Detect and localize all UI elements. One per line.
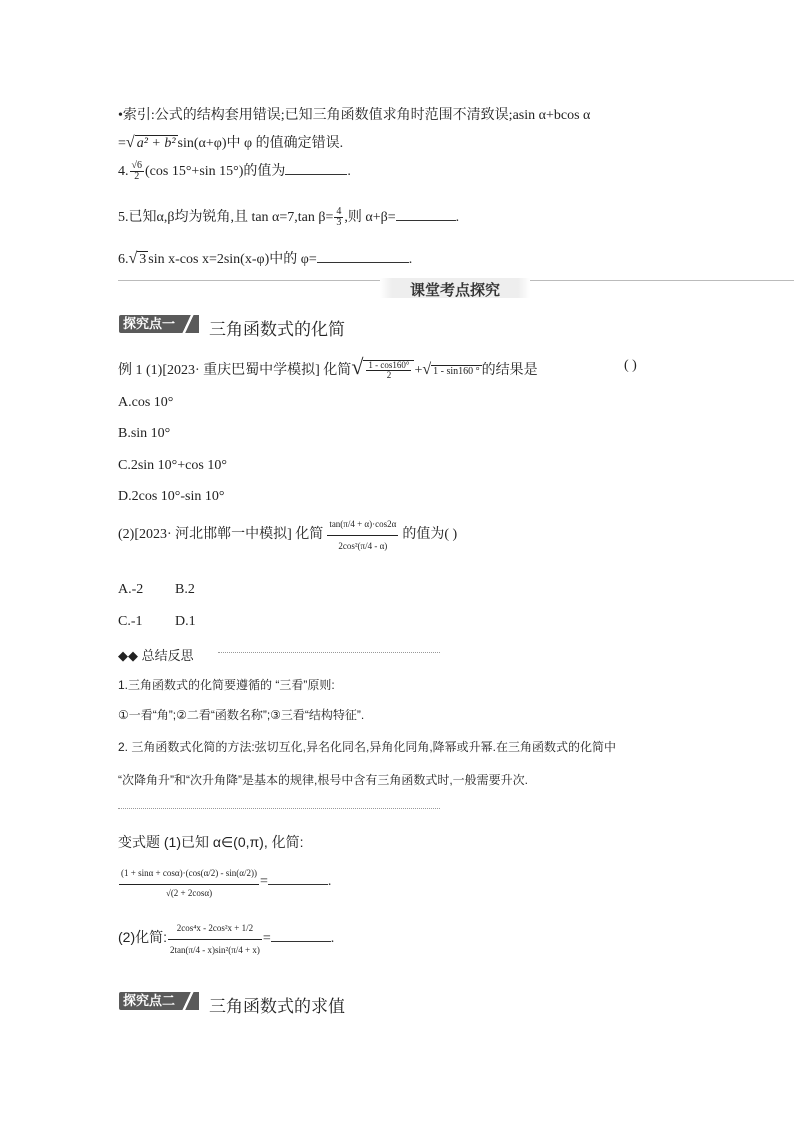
q6-period: . xyxy=(408,252,413,267)
variant-f2-denominator: 2tan(π/4 - x)sin²(π/4 + x) xyxy=(170,945,260,956)
q5-numerator: 4 xyxy=(336,205,342,217)
ex1b-denominator: 2cos²(π/4 - α) xyxy=(338,541,388,552)
summary-end-divider xyxy=(118,808,440,809)
q5-period: . xyxy=(455,210,460,225)
summary-divider xyxy=(218,652,440,653)
variant-f1-numerator: (1 + sinα + cosα)·(cos(α/2) - sin(α/2)) xyxy=(119,865,259,885)
variant-part2-head: (2)化简: xyxy=(118,929,167,946)
q5-answer-blank[interactable] xyxy=(396,208,456,221)
q5-suffix: ,则 α+β= xyxy=(344,210,396,225)
variant-f1-denominator: √(2 + 2cosα) xyxy=(165,888,213,899)
section2-title: 三角函数式的求值 xyxy=(209,997,345,1016)
option-a: A.cos 10° xyxy=(118,395,174,410)
variant-fraction1 xyxy=(119,865,259,899)
radicand: a² + b² xyxy=(136,136,176,151)
variant-equals2: = xyxy=(262,931,271,947)
summary-p3: 2. 三角函数式化简的方法:弦切互化,异名化同名,异角化同角,降幂或升幂.在三角函数式的化简中 xyxy=(118,740,617,754)
q4-number: 4. xyxy=(118,164,129,179)
index-note-line2: =√ a² + b² sin(α+φ)中 φ 的值确定错误. xyxy=(118,134,344,151)
equals-sign: = xyxy=(118,136,126,151)
q4-answer-blank[interactable] xyxy=(285,162,347,175)
q4-period: . xyxy=(347,164,351,179)
option-b2: B.2 xyxy=(175,582,195,597)
q4-numerator: √6 xyxy=(131,159,142,171)
example-1-answer-paren: ( ) xyxy=(624,358,637,373)
section1-title: 三角函数式的化简 xyxy=(209,320,345,339)
q4-text: (cos 15°+sin 15°)的值为 xyxy=(145,164,286,179)
q5-fraction xyxy=(334,207,343,229)
section2-badge: 探究点二 xyxy=(119,992,199,1010)
option-b: B.sin 10° xyxy=(118,426,171,441)
variant-fraction2 xyxy=(168,922,262,956)
index-note-line1: •索引:公式的结构套用错误;已知三角函数值求角时范围不清致误;asin α+bcos α xyxy=(118,108,591,123)
q4-denominator: 2 xyxy=(134,171,140,183)
q4-fraction xyxy=(130,161,145,183)
q6-text: sin x-cos x=2sin(x-φ)中的 φ= xyxy=(148,252,317,267)
question-5 xyxy=(118,206,459,229)
variant-equals: = xyxy=(259,874,268,890)
q6-answer-blank[interactable] xyxy=(317,250,409,263)
option-c2: C.-1 xyxy=(118,614,143,629)
plus-sign: + xyxy=(414,363,423,378)
q5-denominator: 3 xyxy=(336,217,342,229)
ex1-frac-denominator: 2 xyxy=(386,370,392,381)
q5-text: 5.已知α,β均为锐角,且 tan α=7,tan β= xyxy=(118,210,334,225)
example-1b-tail: 的值为( ) xyxy=(402,527,458,543)
summary-p1: 1.三角函数式的化简要遵循的 “三看”原则: xyxy=(118,678,335,692)
option-c: C.2sin 10°+cos 10° xyxy=(118,458,227,473)
example-1-part1: 例 1 (1)[2023· 重庆巴蜀中学模拟] 化简√ $\frac{1 - \cos 160^\circ}{2}$ +√ 1 - sin160 ° 的结果是 xyxy=(118,354,538,381)
variant-part1 xyxy=(118,865,331,899)
ex1-radicand2: 1 - sin160 ° xyxy=(433,366,480,377)
variant-answer-blank2[interactable] xyxy=(271,929,331,942)
question-6: 6.√ 3 sin x-cos x=2sin(x-φ)中的 φ= . xyxy=(118,250,413,267)
variant-part2 xyxy=(118,922,334,956)
example-1-head: 例 1 (1)[2023· 重庆巴蜀中学模拟] 化简 xyxy=(118,363,352,378)
section1-badge: 探究点一 xyxy=(119,315,199,333)
example-1b-head: (2)[2023· 河北邯郸一中模拟] 化简 xyxy=(118,527,324,543)
banner-title: 课堂考点探究 xyxy=(409,282,500,299)
option-a2: A.-2 xyxy=(118,582,144,597)
summary-p4: “次降角升”和“次升角降”是基本的规律,根号中含有三角函数式时,一般需要升次. xyxy=(118,773,528,787)
option-d2: D.1 xyxy=(175,614,196,629)
variant-answer-blank1[interactable] xyxy=(268,872,328,885)
ex1-fraction xyxy=(366,361,411,381)
variant-period1: . xyxy=(327,874,332,890)
note-suffix: sin(α+φ)中 φ 的值确定错误. xyxy=(177,136,344,151)
variant-f2-numerator: 2cos⁴x - 2cos²x + 1/2 xyxy=(168,922,262,940)
variant-period2: . xyxy=(330,931,335,947)
example-1-tail: 的结果是 xyxy=(481,363,538,378)
ex1-frac-numerator: 1 - cos160° xyxy=(368,359,410,370)
ex1b-numerator: tan(π/4 + α)·cos2α xyxy=(327,518,398,536)
variant-head: 变式题 (1)已知 α∈(0,π), 化简: xyxy=(118,834,304,850)
question-4 xyxy=(118,160,351,183)
q6-number: 6. xyxy=(118,252,129,267)
q6-radicand: 3 xyxy=(139,252,147,267)
summary-p2: ①一看“角”;②二看“函数名称”;③三看“结构特征”. xyxy=(118,708,365,722)
example-1-part2 xyxy=(118,518,457,552)
option-d: D.2cos 10°-sin 10° xyxy=(118,489,225,504)
ex1b-fraction xyxy=(327,518,398,552)
summary-title: ◆◆ 总结反思 xyxy=(118,648,194,663)
